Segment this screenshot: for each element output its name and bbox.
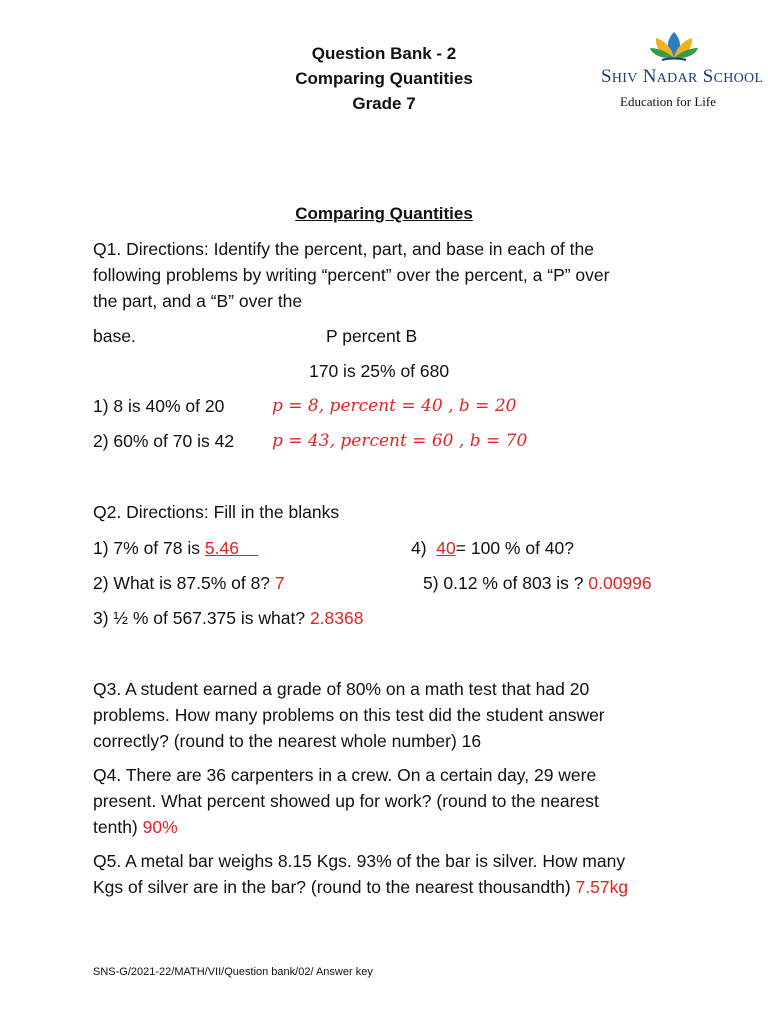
q5-answer: 7.57kg: [575, 877, 629, 897]
q3-line-1: Q3. A student earned a grade of 80% on a math test that had 20: [93, 679, 590, 699]
q3-line-3: correctly? (round to the nearest whole number) 16: [93, 731, 482, 751]
q2-item-1: 1) 7% of 78 is 5.46: [93, 538, 259, 558]
school-logo: [600, 28, 764, 113]
q1-line-3: the part, and a “B” over the: [93, 291, 303, 311]
q5-line-1: Q5. A metal bar weighs 8.15 Kgs. 93% of the bar is silver. How many: [93, 851, 626, 871]
q2-title: Q2. Directions: Fill in the blanks: [93, 502, 340, 522]
q2-item-5: 5) 0.12 % of 803 is ? 0.00996: [423, 573, 652, 593]
q2-item-2: 2) What is 87.5% of 8? 7: [93, 573, 285, 593]
school-tagline: Education for Life: [620, 94, 717, 109]
q2-item-4: 4) 40= 100 % of 40?: [411, 538, 574, 558]
footer-code: SNS-G/2021-22/MATH/VII/Question bank/02/ Answer key: [93, 966, 373, 978]
q5-line-2: Kgs of silver are in the bar? (round to the nearest thousandth) 7.57kg: [93, 877, 629, 897]
q2-item-5-answer: 0.00996: [588, 573, 652, 593]
q1-item-2-answer: p = 43, percent = 60 , b = 70: [272, 431, 528, 451]
q1-line-2: following problems by writing “percent” over the percent, a “P” over: [93, 265, 610, 285]
school-name: SHIV NADAR SCHOOL: [601, 66, 764, 87]
q2-item-1-answer: 5.46: [204, 538, 259, 558]
q4-answer: 90%: [142, 817, 178, 837]
lotus-icon: [600, 28, 748, 62]
q1-item-1: 1) 8 is 40% of 20: [93, 396, 225, 416]
q1-line-1: Q1. Directions: Identify the percent, part, and base in each of the: [93, 239, 594, 259]
q4-line-3: tenth) 90%: [93, 817, 178, 837]
q3-line-2: problems. How many problems on this test did the student answer: [93, 705, 605, 725]
q2-item-3-answer: 2.8368: [309, 608, 364, 628]
section-title: Comparing Quantities: [295, 204, 473, 223]
header-subject: Comparing Quantities: [295, 69, 473, 88]
header-title: Question Bank - 2: [311, 44, 457, 63]
q1-item-1-answer: p = 8, percent = 40 , b = 20: [272, 396, 517, 416]
q1-example: 170 is 25% of 680: [309, 361, 450, 381]
q2-item-3: 3) ½ % of 567.375 is what? 2.8368: [93, 608, 364, 628]
q4-line-1: Q4. There are 36 carpenters in a crew. On a certain day, 29 were: [93, 765, 597, 785]
q1-notation-key: P percent B: [326, 326, 418, 346]
header-grade: Grade 7: [352, 94, 416, 113]
q2-item-2-answer: 7: [274, 573, 285, 593]
q1-base-label: base.: [93, 326, 136, 346]
q4-line-2: present. What percent showed up for work? (round to the nearest: [93, 791, 599, 811]
q1-item-2: 2) 60% of 70 is 42: [93, 431, 235, 451]
q2-item-4-answer: 40: [436, 538, 456, 558]
